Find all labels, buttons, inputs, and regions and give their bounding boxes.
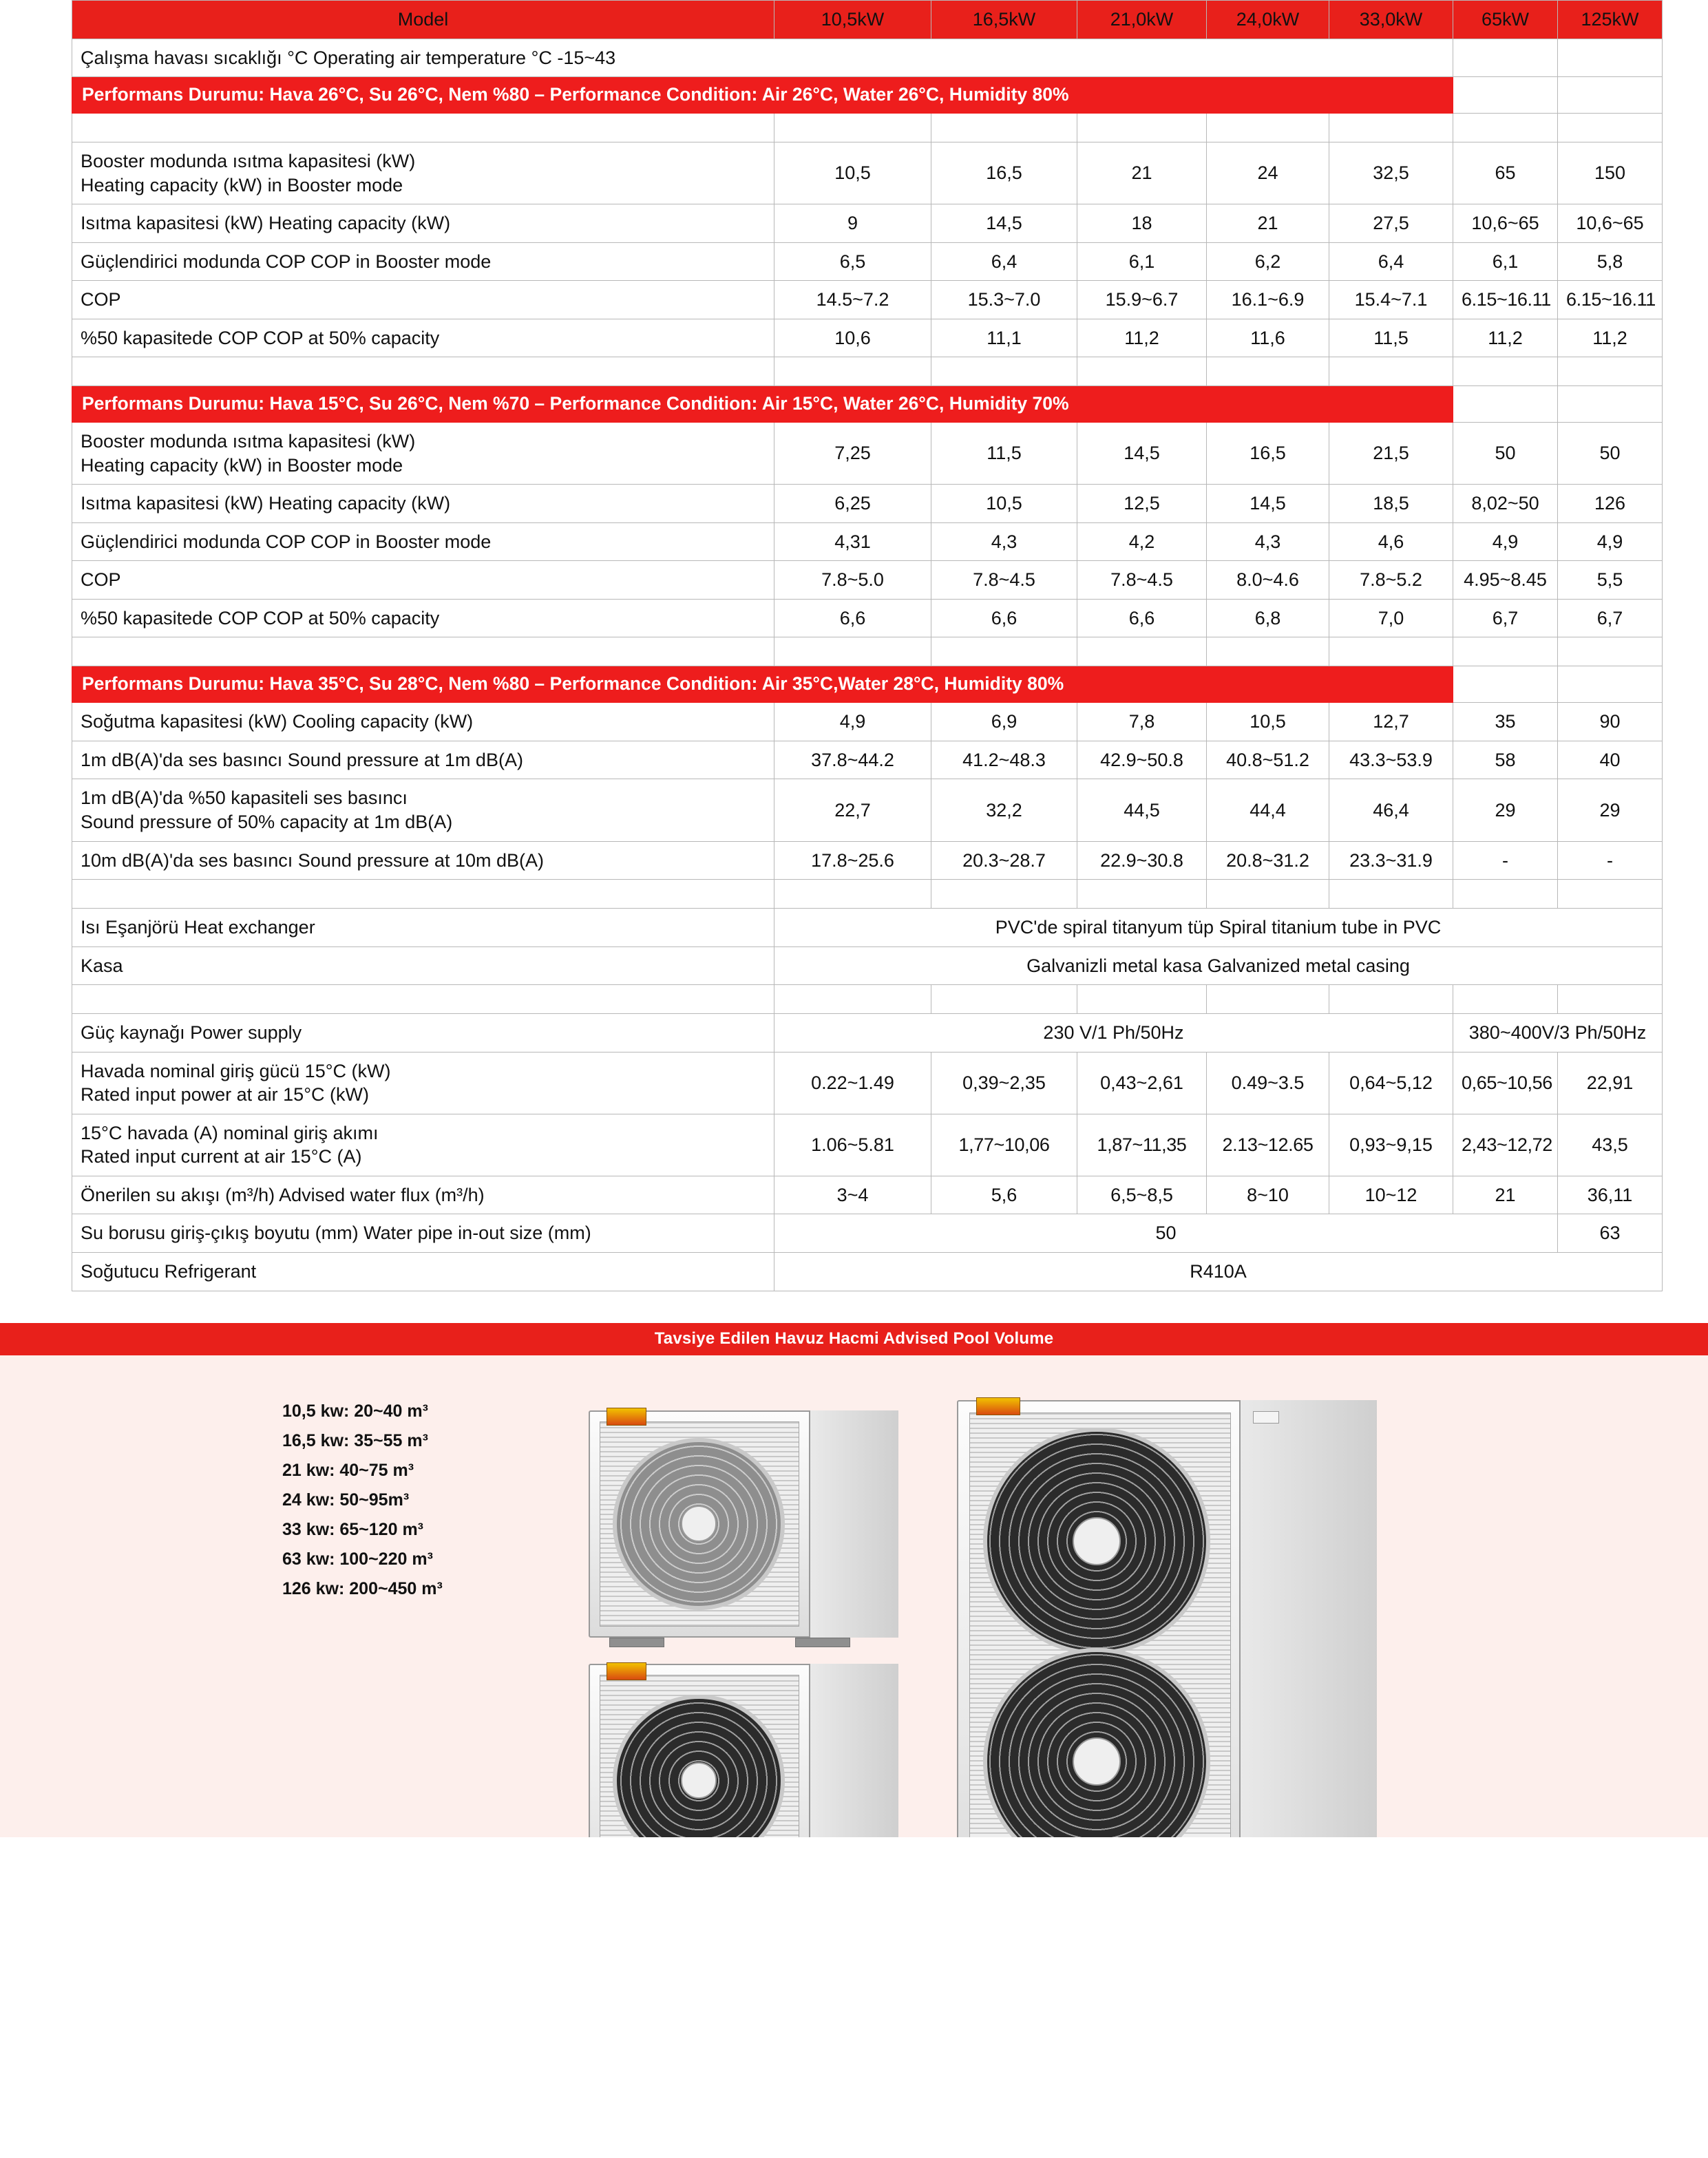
fan-icon-upper: [983, 1428, 1210, 1655]
row-label: Güçlendirici modunda COP COP in Booster mode: [72, 522, 774, 561]
row-value: 18: [1077, 204, 1207, 243]
row-value: 6,5: [774, 242, 931, 281]
row-value: 16,5: [931, 142, 1077, 204]
header-model: Model: [72, 1, 774, 39]
row-value: 6,6: [931, 599, 1077, 637]
unit-side-panel: [809, 1664, 898, 1837]
row-value: 15.9~6.7: [1077, 281, 1207, 319]
row-value: 41.2~48.3: [931, 741, 1077, 779]
row-value: 22,91: [1558, 1052, 1663, 1114]
row-label: COP: [72, 281, 774, 319]
empty-cell: [1453, 77, 1558, 114]
spacer-cell: [72, 985, 774, 1014]
row-value: 14,5: [931, 204, 1077, 243]
pool-volume-item: 21 kw: 40~75 m³: [282, 1460, 414, 1480]
row-value: 2,43~12,72: [1453, 1114, 1558, 1176]
row-label: 1m dB(A)'da ses basıncı Sound pressure at 1m dB(A): [72, 741, 774, 779]
row-label: Isıtma kapasitesi (kW) Heating capacity (kW): [72, 204, 774, 243]
row-value: 7,8: [1077, 703, 1207, 741]
row-label: Kasa: [72, 946, 774, 985]
header-model-125kW: 125kW: [1558, 1, 1663, 39]
empty-cell: [1453, 386, 1558, 423]
row-value: 11,1: [931, 319, 1077, 357]
row-value: 4,9: [1453, 522, 1558, 561]
row-value: 9: [774, 204, 931, 243]
section-heading: Performans Durumu: Hava 35°C, Su 28°C, Nem %80 – Performance Condition: Air 35°C,Water 28°C, Humidity 80%: [72, 666, 1453, 703]
spacer-cell: [72, 114, 774, 142]
unit-side-panel: [809, 1410, 898, 1638]
row-value: 6,6: [774, 599, 931, 637]
row-label: 1m dB(A)'da %50 kapasiteli ses basıncı Sound pressure of 50% capacity at 1m dB(A): [72, 779, 774, 841]
row-value: 10,5: [774, 142, 931, 204]
empty-cell: [1453, 666, 1558, 703]
row-label: 10m dB(A)'da ses basıncı Sound pressure at 10m dB(A): [72, 841, 774, 880]
row-value: 10,5: [931, 485, 1077, 523]
header-model-33,0kW: 33,0kW: [1329, 1, 1453, 39]
row-value: 0,43~2,61: [1077, 1052, 1207, 1114]
row-value: 10,6~65: [1558, 204, 1663, 243]
section-heading: Performans Durumu: Hava 26°C, Su 26°C, Nem %80 – Performance Condition: Air 26°C, Water 26°C, Humidity 80%: [72, 77, 1453, 114]
row-value: 8.0~4.6: [1207, 561, 1329, 600]
spacer-cell: [1207, 985, 1329, 1014]
spacer-cell: [931, 357, 1077, 386]
row-value: [1558, 39, 1663, 77]
row-value: 58: [1453, 741, 1558, 779]
pool-volume-item: 16,5 kw: 35~55 m³: [282, 1430, 428, 1450]
row-value: 11,2: [1453, 319, 1558, 357]
row-label: COP: [72, 561, 774, 600]
row-value: 37.8~44.2: [774, 741, 931, 779]
row-value: 4,6: [1329, 522, 1453, 561]
row-label: %50 kapasitede COP COP at 50% capacity: [72, 319, 774, 357]
row-value: 0.22~1.49: [774, 1052, 931, 1114]
brand-label-icon: [607, 1662, 646, 1680]
spacer-cell: [1453, 114, 1558, 142]
unit-foot: [609, 1638, 664, 1647]
pipe-size-large: 63: [1558, 1214, 1663, 1253]
header-model-10,5kW: 10,5kW: [774, 1, 931, 39]
row-value: 6,4: [931, 242, 1077, 281]
spacer-cell: [931, 114, 1077, 142]
row-value: 8,02~50: [1453, 485, 1558, 523]
spacer-cell: [72, 637, 774, 666]
spacer-cell: [1329, 637, 1453, 666]
row-value: 10,6~65: [1453, 204, 1558, 243]
spacer-cell: [1453, 880, 1558, 909]
row-value: 6,4: [1329, 242, 1453, 281]
row-value-merged: Galvanizli metal kasa Galvanized metal casing: [774, 946, 1663, 985]
pool-volume-list: [282, 1397, 443, 1604]
unit-foot: [795, 1638, 850, 1647]
spacer-cell: [1558, 880, 1663, 909]
spacer-cell: [774, 357, 931, 386]
header-model-21,0kW: 21,0kW: [1077, 1, 1207, 39]
spacer-cell: [1207, 357, 1329, 386]
fan-icon: [613, 1438, 785, 1610]
row-value: 7,0: [1329, 599, 1453, 637]
row-value: 7.8~4.5: [1077, 561, 1207, 600]
spacer-cell: [1329, 357, 1453, 386]
row-value: 22.9~30.8: [1077, 841, 1207, 880]
pool-volume-item: 24 kw: 50~95m³: [282, 1490, 410, 1510]
row-value: 0,93~9,15: [1329, 1114, 1453, 1176]
spacer-cell: [1453, 637, 1558, 666]
row-value: 43.3~53.9: [1329, 741, 1453, 779]
row-value: 4,9: [774, 703, 931, 741]
row-value: 17.8~25.6: [774, 841, 931, 880]
row-value: 4,3: [1207, 522, 1329, 561]
row-label: Güçlendirici modunda COP COP in Booster mode: [72, 242, 774, 281]
row-value: 14,5: [1077, 423, 1207, 485]
row-value: 5,6: [931, 1176, 1077, 1214]
row-value: -: [1453, 841, 1558, 880]
row-value: 21: [1207, 204, 1329, 243]
spacer-cell: [1207, 880, 1329, 909]
row-label: Havada nominal giriş gücü 15°C (kW) Rated input power at air 15°C (kW): [72, 1052, 774, 1114]
spacer-cell: [1077, 985, 1207, 1014]
section-heading: Performans Durumu: Hava 15°C, Su 26°C, Nem %70 – Performance Condition: Air 15°C, Water 26°C, Humidity 70%: [72, 386, 1453, 423]
row-value: 1.06~5.81: [774, 1114, 931, 1176]
row-value: 11,6: [1207, 319, 1329, 357]
row-value: 65: [1453, 142, 1558, 204]
row-value: 29: [1453, 779, 1558, 841]
spacer-cell: [1207, 637, 1329, 666]
row-value: 6,6: [1077, 599, 1207, 637]
spacer-cell: [931, 880, 1077, 909]
row-label: Önerilen su akışı (m³/h) Advised water flux (m³/h): [72, 1176, 774, 1214]
empty-cell: [1558, 77, 1663, 114]
row-value: 1,87~11,35: [1077, 1114, 1207, 1176]
spacer-cell: [774, 985, 931, 1014]
row-value: 24: [1207, 142, 1329, 204]
spacer-cell: [72, 357, 774, 386]
row-value: 35: [1453, 703, 1558, 741]
row-value: 4,3: [931, 522, 1077, 561]
row-value: 6.15~16.11: [1453, 281, 1558, 319]
row-value: 43,5: [1558, 1114, 1663, 1176]
row-value: 6,25: [774, 485, 931, 523]
row-value: 2.13~12.65: [1207, 1114, 1329, 1176]
spacer-cell: [1329, 985, 1453, 1014]
spacer-cell: [1558, 985, 1663, 1014]
row-value: 7,25: [774, 423, 931, 485]
row-value: 20.8~31.2: [1207, 841, 1329, 880]
row-value: 11,2: [1077, 319, 1207, 357]
row-label: Su borusu giriş-çıkış boyutu (mm) Water pipe in-out size (mm): [72, 1214, 774, 1253]
row-value: -: [1558, 841, 1663, 880]
row-value: 0,39~2,35: [931, 1052, 1077, 1114]
row-value: 44,4: [1207, 779, 1329, 841]
spacer-cell: [774, 637, 931, 666]
spacer-cell: [931, 637, 1077, 666]
row-value: 6,2: [1207, 242, 1329, 281]
row-value: 29: [1558, 779, 1663, 841]
row-value: 21: [1453, 1176, 1558, 1214]
spacer-cell: [1558, 114, 1663, 142]
pool-volume-banner: Tavsiye Edilen Havuz Hacmi Advised Pool Volume: [0, 1323, 1708, 1355]
row-value: 4.95~8.45: [1453, 561, 1558, 600]
spacer-cell: [1077, 880, 1207, 909]
row-label: Booster modunda ısıtma kapasitesi (kW) Heating capacity (kW) in Booster mode: [72, 142, 774, 204]
table-header: [72, 1, 1663, 39]
row-label: 15°C havada (A) nominal giriş akımı Rated input current at air 15°C (A): [72, 1114, 774, 1176]
row-value: 32,5: [1329, 142, 1453, 204]
spacer-cell: [1558, 637, 1663, 666]
pool-volume-item: 10,5 kw: 20~40 m³: [282, 1401, 428, 1421]
row-value: 7.8~4.5: [931, 561, 1077, 600]
spacer-cell: [1453, 357, 1558, 386]
row-value: 12,7: [1329, 703, 1453, 741]
spacer-cell: [1329, 880, 1453, 909]
row-label: Isıtma kapasitesi (kW) Heating capacity (kW): [72, 485, 774, 523]
row-label: Booster modunda ısıtma kapasitesi (kW) Heating capacity (kW) in Booster mode: [72, 423, 774, 485]
spacer-cell: [1077, 357, 1207, 386]
row-value: 6,7: [1558, 599, 1663, 637]
table-body: [72, 39, 1663, 1291]
power-supply-three-phase: 380~400V/3 Ph/50Hz: [1453, 1014, 1663, 1052]
row-value: 3~4: [774, 1176, 931, 1214]
row-label: Isı Eşanjörü Heat exchanger: [72, 909, 774, 947]
row-value: 42.9~50.8: [1077, 741, 1207, 779]
unit-side-panel: [1239, 1400, 1377, 1837]
row-value: 22,7: [774, 779, 931, 841]
spacer-cell: [72, 880, 774, 909]
row-value: 10~12: [1329, 1176, 1453, 1214]
row-value: 10,5: [1207, 703, 1329, 741]
row-value: 6,9: [931, 703, 1077, 741]
row-value: 7.8~5.2: [1329, 561, 1453, 600]
row-value-merged: PVC'de spiral titanyum tüp Spiral titanium tube in PVC: [774, 909, 1663, 947]
pipe-size-standard: 50: [774, 1214, 1558, 1253]
row-value: 6,1: [1077, 242, 1207, 281]
spacer-cell: [774, 880, 931, 909]
row-value: 0,64~5,12: [1329, 1052, 1453, 1114]
row-value: 1,77~10,06: [931, 1114, 1077, 1176]
row-value: 5,8: [1558, 242, 1663, 281]
row-value: 6,5~8,5: [1077, 1176, 1207, 1214]
spacer-cell: [1207, 114, 1329, 142]
row-value: 11,2: [1558, 319, 1663, 357]
header-model-24,0kW: 24,0kW: [1207, 1, 1329, 39]
row-label: Soğutma kapasitesi (kW) Cooling capacity (kW): [72, 703, 774, 741]
heat-pump-unit-large: [957, 1400, 1377, 1837]
pool-volume-item: 63 kw: 100~220 m³: [282, 1549, 433, 1569]
row-value: 50: [1453, 423, 1558, 485]
power-supply-single-phase: 230 V/1 Ph/50Hz: [774, 1014, 1453, 1052]
spacer-cell: [1077, 637, 1207, 666]
row-value: 0.49~3.5: [1207, 1052, 1329, 1114]
spacer-cell: [1077, 114, 1207, 142]
row-value: 15.4~7.1: [1329, 281, 1453, 319]
row-value: 126: [1558, 485, 1663, 523]
brand-label-icon: [976, 1397, 1020, 1415]
row-value: 10,6: [774, 319, 931, 357]
pool-volume-item: 126 kw: 200~450 m³: [282, 1578, 443, 1598]
row-value: 8~10: [1207, 1176, 1329, 1214]
row-value-merged: R410A: [774, 1253, 1663, 1291]
row-value: 21,5: [1329, 423, 1453, 485]
row-value: 14.5~7.2: [774, 281, 931, 319]
row-value: 6,7: [1453, 599, 1558, 637]
row-value: 40.8~51.2: [1207, 741, 1329, 779]
row-value: 32,2: [931, 779, 1077, 841]
spacer-cell: [931, 985, 1077, 1014]
row-value: 50: [1558, 423, 1663, 485]
row-value: 4,31: [774, 522, 931, 561]
row-value: 0,65~10,56: [1453, 1052, 1558, 1114]
header-model-16,5kW: 16,5kW: [931, 1, 1077, 39]
heat-pump-unit-small-bottom: [589, 1664, 898, 1837]
row-value: 6,8: [1207, 599, 1329, 637]
row-value: 44,5: [1077, 779, 1207, 841]
row-label: %50 kapasitede COP COP at 50% capacity: [72, 599, 774, 637]
row-value: 36,11: [1558, 1176, 1663, 1214]
product-image-area: [0, 1355, 1708, 1837]
empty-cell: [1558, 386, 1663, 423]
brand-label-icon: [607, 1408, 646, 1426]
row-value: 46,4: [1329, 779, 1453, 841]
row-value: [1453, 39, 1558, 77]
row-value: 150: [1558, 142, 1663, 204]
row-value: 4,2: [1077, 522, 1207, 561]
row-value: 16.1~6.9: [1207, 281, 1329, 319]
row-value: 14,5: [1207, 485, 1329, 523]
row-label: Soğutucu Refrigerant: [72, 1253, 774, 1291]
row-value: 11,5: [1329, 319, 1453, 357]
row-value: 21: [1077, 142, 1207, 204]
spacer-cell: [1329, 114, 1453, 142]
header-model-65kW: 65kW: [1453, 1, 1558, 39]
spacer-cell: [774, 114, 931, 142]
spacer-cell: [1558, 357, 1663, 386]
row-value: 20.3~28.7: [931, 841, 1077, 880]
heat-pump-unit-small-top: [589, 1410, 898, 1638]
empty-cell: [1558, 666, 1663, 703]
row-value: 18,5: [1329, 485, 1453, 523]
row-value: 11,5: [931, 423, 1077, 485]
spacer-cell: [1453, 985, 1558, 1014]
row-value: 27,5: [1329, 204, 1453, 243]
row-value: 6,1: [1453, 242, 1558, 281]
row-value: 16,5: [1207, 423, 1329, 485]
brand-logo-icon: [1253, 1411, 1279, 1424]
specifications-table: [72, 0, 1663, 1291]
row-value: 7.8~5.0: [774, 561, 931, 600]
pool-volume-item: 33 kw: 65~120 m³: [282, 1519, 423, 1539]
row-value: 23.3~31.9: [1329, 841, 1453, 880]
row-value: 40: [1558, 741, 1663, 779]
row-value: 15.3~7.0: [931, 281, 1077, 319]
row-label: Çalışma havası sıcaklığı °C Operating air temperature °C -15~43: [72, 39, 1453, 77]
row-value: 12,5: [1077, 485, 1207, 523]
row-value: 6.15~16.11: [1558, 281, 1663, 319]
row-label: Güç kaynağı Power supply: [72, 1014, 774, 1052]
row-value: 90: [1558, 703, 1663, 741]
row-value: 5,5: [1558, 561, 1663, 600]
row-value: 4,9: [1558, 522, 1663, 561]
